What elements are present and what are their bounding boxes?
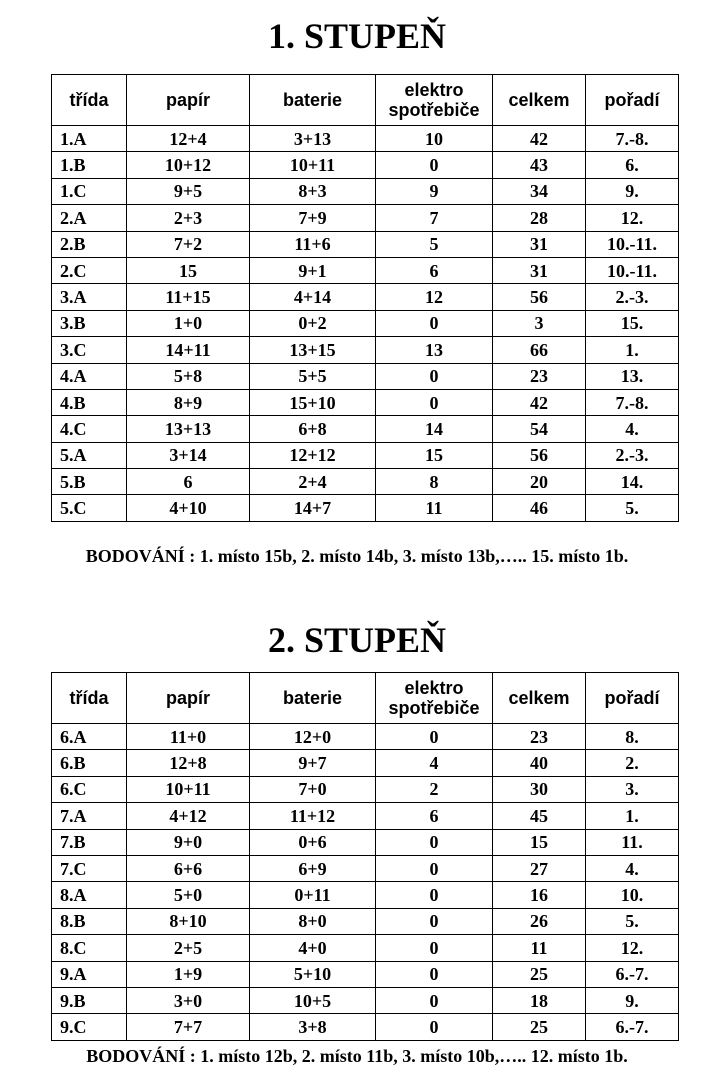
cell-trida: 4.B — [52, 389, 127, 415]
column-header-celkem: celkem — [493, 673, 586, 724]
cell-celkem: 54 — [493, 416, 586, 442]
table-row — [52, 152, 679, 178]
cell-baterie: 3+13 — [250, 126, 376, 152]
cell-baterie: 5+5 — [250, 363, 376, 389]
cell-baterie: 7+0 — [250, 776, 376, 802]
cell-papir: 1+0 — [127, 310, 250, 336]
cell-papir: 8+10 — [127, 908, 250, 934]
cell-celkem: 27 — [493, 855, 586, 881]
cell-baterie: 12+12 — [250, 442, 376, 468]
cell-poradi: 10.-11. — [586, 231, 679, 257]
cell-elektro: 0 — [376, 935, 493, 961]
cell-papir: 1+9 — [127, 961, 250, 987]
cell-poradi: 10. — [586, 882, 679, 908]
cell-poradi: 6.-7. — [586, 1014, 679, 1040]
cell-poradi: 2.-3. — [586, 284, 679, 310]
table-row — [52, 363, 679, 389]
column-header-baterie: baterie — [250, 673, 376, 724]
column-header-poradi: pořadí — [586, 75, 679, 126]
table-row — [52, 231, 679, 257]
cell-baterie: 10+11 — [250, 152, 376, 178]
section-title-2: 2. STUPEŇ — [267, 620, 447, 660]
cell-celkem: 46 — [493, 495, 586, 521]
cell-celkem: 26 — [493, 908, 586, 934]
cell-poradi: 7.-8. — [586, 126, 679, 152]
cell-poradi: 4. — [586, 416, 679, 442]
cell-baterie: 0+6 — [250, 829, 376, 855]
cell-baterie: 8+3 — [250, 178, 376, 204]
cell-trida: 8.B — [52, 908, 127, 934]
cell-baterie: 0+11 — [250, 882, 376, 908]
cell-trida: 2.C — [52, 257, 127, 283]
cell-elektro: 14 — [376, 416, 493, 442]
cell-trida: 6.C — [52, 776, 127, 802]
cell-papir: 9+0 — [127, 829, 250, 855]
cell-trida: 6.B — [52, 750, 127, 776]
cell-celkem: 66 — [493, 337, 586, 363]
cell-celkem: 15 — [493, 829, 586, 855]
cell-papir: 12+8 — [127, 750, 250, 776]
cell-celkem: 40 — [493, 750, 586, 776]
cell-celkem: 34 — [493, 178, 586, 204]
cell-elektro: 0 — [376, 724, 493, 750]
cell-trida: 9.C — [52, 1014, 127, 1040]
column-header-trida: třída — [52, 75, 127, 126]
cell-baterie: 3+8 — [250, 1014, 376, 1040]
cell-elektro: 6 — [376, 803, 493, 829]
cell-baterie: 11+12 — [250, 803, 376, 829]
cell-celkem: 45 — [493, 803, 586, 829]
cell-poradi: 3. — [586, 776, 679, 802]
cell-elektro: 5 — [376, 231, 493, 257]
table-row — [52, 442, 679, 468]
cell-baterie: 5+10 — [250, 961, 376, 987]
cell-poradi: 15. — [586, 310, 679, 336]
cell-elektro: 0 — [376, 1014, 493, 1040]
cell-poradi: 9. — [586, 178, 679, 204]
cell-baterie: 11+6 — [250, 231, 376, 257]
cell-poradi: 12. — [586, 205, 679, 231]
cell-celkem: 31 — [493, 257, 586, 283]
cell-elektro: 10 — [376, 126, 493, 152]
cell-papir: 5+8 — [127, 363, 250, 389]
cell-papir: 7+7 — [127, 1014, 250, 1040]
cell-elektro: 8 — [376, 469, 493, 495]
section-title-1: 1. STUPEŇ — [267, 16, 447, 56]
table-row — [52, 257, 679, 283]
cell-poradi: 5. — [586, 495, 679, 521]
cell-poradi: 1. — [586, 337, 679, 363]
cell-celkem: 25 — [493, 961, 586, 987]
cell-trida: 1.A — [52, 126, 127, 152]
cell-papir: 13+13 — [127, 416, 250, 442]
column-header-elektro: elektro spotřebiče — [376, 75, 493, 126]
cell-papir: 3+0 — [127, 987, 250, 1013]
cell-papir: 8+9 — [127, 389, 250, 415]
results-table-2 — [51, 672, 679, 1041]
cell-poradi: 7.-8. — [586, 389, 679, 415]
table-row — [52, 776, 679, 802]
cell-celkem: 30 — [493, 776, 586, 802]
cell-papir: 11+15 — [127, 284, 250, 310]
cell-elektro: 7 — [376, 205, 493, 231]
cell-poradi: 1. — [586, 803, 679, 829]
cell-poradi: 4. — [586, 855, 679, 881]
cell-poradi: 10.-11. — [586, 257, 679, 283]
table-row — [52, 284, 679, 310]
cell-papir: 2+3 — [127, 205, 250, 231]
cell-papir: 12+4 — [127, 126, 250, 152]
cell-poradi: 14. — [586, 469, 679, 495]
cell-elektro: 15 — [376, 442, 493, 468]
cell-trida: 3.C — [52, 337, 127, 363]
cell-elektro: 9 — [376, 178, 493, 204]
cell-celkem: 18 — [493, 987, 586, 1013]
cell-elektro: 12 — [376, 284, 493, 310]
table-row — [52, 750, 679, 776]
cell-celkem: 42 — [493, 389, 586, 415]
table-row — [52, 882, 679, 908]
cell-trida: 5.A — [52, 442, 127, 468]
cell-elektro: 0 — [376, 829, 493, 855]
cell-trida: 7.A — [52, 803, 127, 829]
cell-baterie: 6+9 — [250, 855, 376, 881]
cell-baterie: 9+1 — [250, 257, 376, 283]
table-row — [52, 908, 679, 934]
cell-papir: 6 — [127, 469, 250, 495]
cell-poradi: 2.-3. — [586, 442, 679, 468]
cell-poradi: 8. — [586, 724, 679, 750]
cell-papir: 5+0 — [127, 882, 250, 908]
cell-papir: 4+12 — [127, 803, 250, 829]
cell-trida: 7.C — [52, 855, 127, 881]
scoring-note-1: BODOVÁNÍ : 1. místo 15b, 2. místo 14b, 3. místo 13b,….. 15. místo 1b. — [85, 546, 629, 566]
cell-elektro: 0 — [376, 310, 493, 336]
column-header-trida: třída — [52, 673, 127, 724]
table-row — [52, 855, 679, 881]
cell-trida: 3.B — [52, 310, 127, 336]
column-header-papir: papír — [127, 673, 250, 724]
column-header-papir: papír — [127, 75, 250, 126]
cell-elektro: 6 — [376, 257, 493, 283]
cell-celkem: 16 — [493, 882, 586, 908]
cell-baterie: 6+8 — [250, 416, 376, 442]
cell-elektro: 13 — [376, 337, 493, 363]
cell-poradi: 12. — [586, 935, 679, 961]
table-row — [52, 337, 679, 363]
table-row — [52, 987, 679, 1013]
table-row — [52, 803, 679, 829]
cell-trida: 5.B — [52, 469, 127, 495]
cell-trida: 4.A — [52, 363, 127, 389]
cell-papir: 10+11 — [127, 776, 250, 802]
cell-poradi: 9. — [586, 987, 679, 1013]
cell-poradi: 6. — [586, 152, 679, 178]
table-row — [52, 724, 679, 750]
cell-poradi: 2. — [586, 750, 679, 776]
cell-trida: 8.A — [52, 882, 127, 908]
cell-baterie: 0+2 — [250, 310, 376, 336]
cell-elektro: 0 — [376, 882, 493, 908]
cell-trida: 1.C — [52, 178, 127, 204]
table-row — [52, 416, 679, 442]
cell-celkem: 31 — [493, 231, 586, 257]
cell-trida: 8.C — [52, 935, 127, 961]
cell-celkem: 23 — [493, 724, 586, 750]
cell-poradi: 5. — [586, 908, 679, 934]
cell-trida: 7.B — [52, 829, 127, 855]
cell-papir: 11+0 — [127, 724, 250, 750]
cell-baterie: 14+7 — [250, 495, 376, 521]
cell-trida: 2.B — [52, 231, 127, 257]
cell-celkem: 25 — [493, 1014, 586, 1040]
cell-poradi: 13. — [586, 363, 679, 389]
cell-elektro: 2 — [376, 776, 493, 802]
cell-elektro: 0 — [376, 961, 493, 987]
table-row — [52, 935, 679, 961]
table-row — [52, 205, 679, 231]
table-row — [52, 389, 679, 415]
cell-papir: 10+12 — [127, 152, 250, 178]
table-row — [52, 829, 679, 855]
cell-elektro: 0 — [376, 855, 493, 881]
cell-trida: 6.A — [52, 724, 127, 750]
header-row — [52, 673, 679, 724]
cell-elektro: 0 — [376, 389, 493, 415]
cell-baterie: 8+0 — [250, 908, 376, 934]
cell-papir: 7+2 — [127, 231, 250, 257]
cell-elektro: 11 — [376, 495, 493, 521]
results-table-1 — [51, 74, 679, 522]
scoring-note-2: BODOVÁNÍ : 1. místo 12b, 2. místo 11b, 3. místo 10b,….. 12. místo 1b. — [86, 1046, 628, 1066]
cell-trida: 2.A — [52, 205, 127, 231]
cell-elektro: 0 — [376, 152, 493, 178]
cell-elektro: 4 — [376, 750, 493, 776]
cell-baterie: 10+5 — [250, 987, 376, 1013]
cell-baterie: 4+14 — [250, 284, 376, 310]
table-row — [52, 495, 679, 521]
table-row — [52, 469, 679, 495]
cell-trida: 3.A — [52, 284, 127, 310]
cell-baterie: 13+15 — [250, 337, 376, 363]
cell-celkem: 23 — [493, 363, 586, 389]
column-header-poradi: pořadí — [586, 673, 679, 724]
cell-trida: 1.B — [52, 152, 127, 178]
table-row — [52, 126, 679, 152]
cell-elektro: 0 — [376, 987, 493, 1013]
cell-papir: 9+5 — [127, 178, 250, 204]
cell-elektro: 0 — [376, 908, 493, 934]
cell-trida: 9.B — [52, 987, 127, 1013]
cell-papir: 14+11 — [127, 337, 250, 363]
cell-baterie: 15+10 — [250, 389, 376, 415]
cell-celkem: 43 — [493, 152, 586, 178]
cell-celkem: 3 — [493, 310, 586, 336]
cell-poradi: 6.-7. — [586, 961, 679, 987]
cell-celkem: 42 — [493, 126, 586, 152]
table-row — [52, 310, 679, 336]
table-row — [52, 961, 679, 987]
cell-baterie: 4+0 — [250, 935, 376, 961]
column-header-celkem: celkem — [493, 75, 586, 126]
cell-baterie: 9+7 — [250, 750, 376, 776]
table-row — [52, 1014, 679, 1040]
cell-papir: 6+6 — [127, 855, 250, 881]
header-row — [52, 75, 679, 126]
cell-trida: 4.C — [52, 416, 127, 442]
column-header-baterie: baterie — [250, 75, 376, 126]
cell-baterie: 7+9 — [250, 205, 376, 231]
column-header-elektro: elektro spotřebiče — [376, 673, 493, 724]
cell-trida: 9.A — [52, 961, 127, 987]
cell-celkem: 56 — [493, 284, 586, 310]
cell-papir: 15 — [127, 257, 250, 283]
cell-papir: 4+10 — [127, 495, 250, 521]
table-row — [52, 178, 679, 204]
cell-celkem: 11 — [493, 935, 586, 961]
cell-celkem: 28 — [493, 205, 586, 231]
cell-trida: 5.C — [52, 495, 127, 521]
cell-papir: 2+5 — [127, 935, 250, 961]
cell-baterie: 2+4 — [250, 469, 376, 495]
cell-baterie: 12+0 — [250, 724, 376, 750]
cell-celkem: 20 — [493, 469, 586, 495]
cell-elektro: 0 — [376, 363, 493, 389]
cell-celkem: 56 — [493, 442, 586, 468]
cell-poradi: 11. — [586, 829, 679, 855]
cell-papir: 3+14 — [127, 442, 250, 468]
